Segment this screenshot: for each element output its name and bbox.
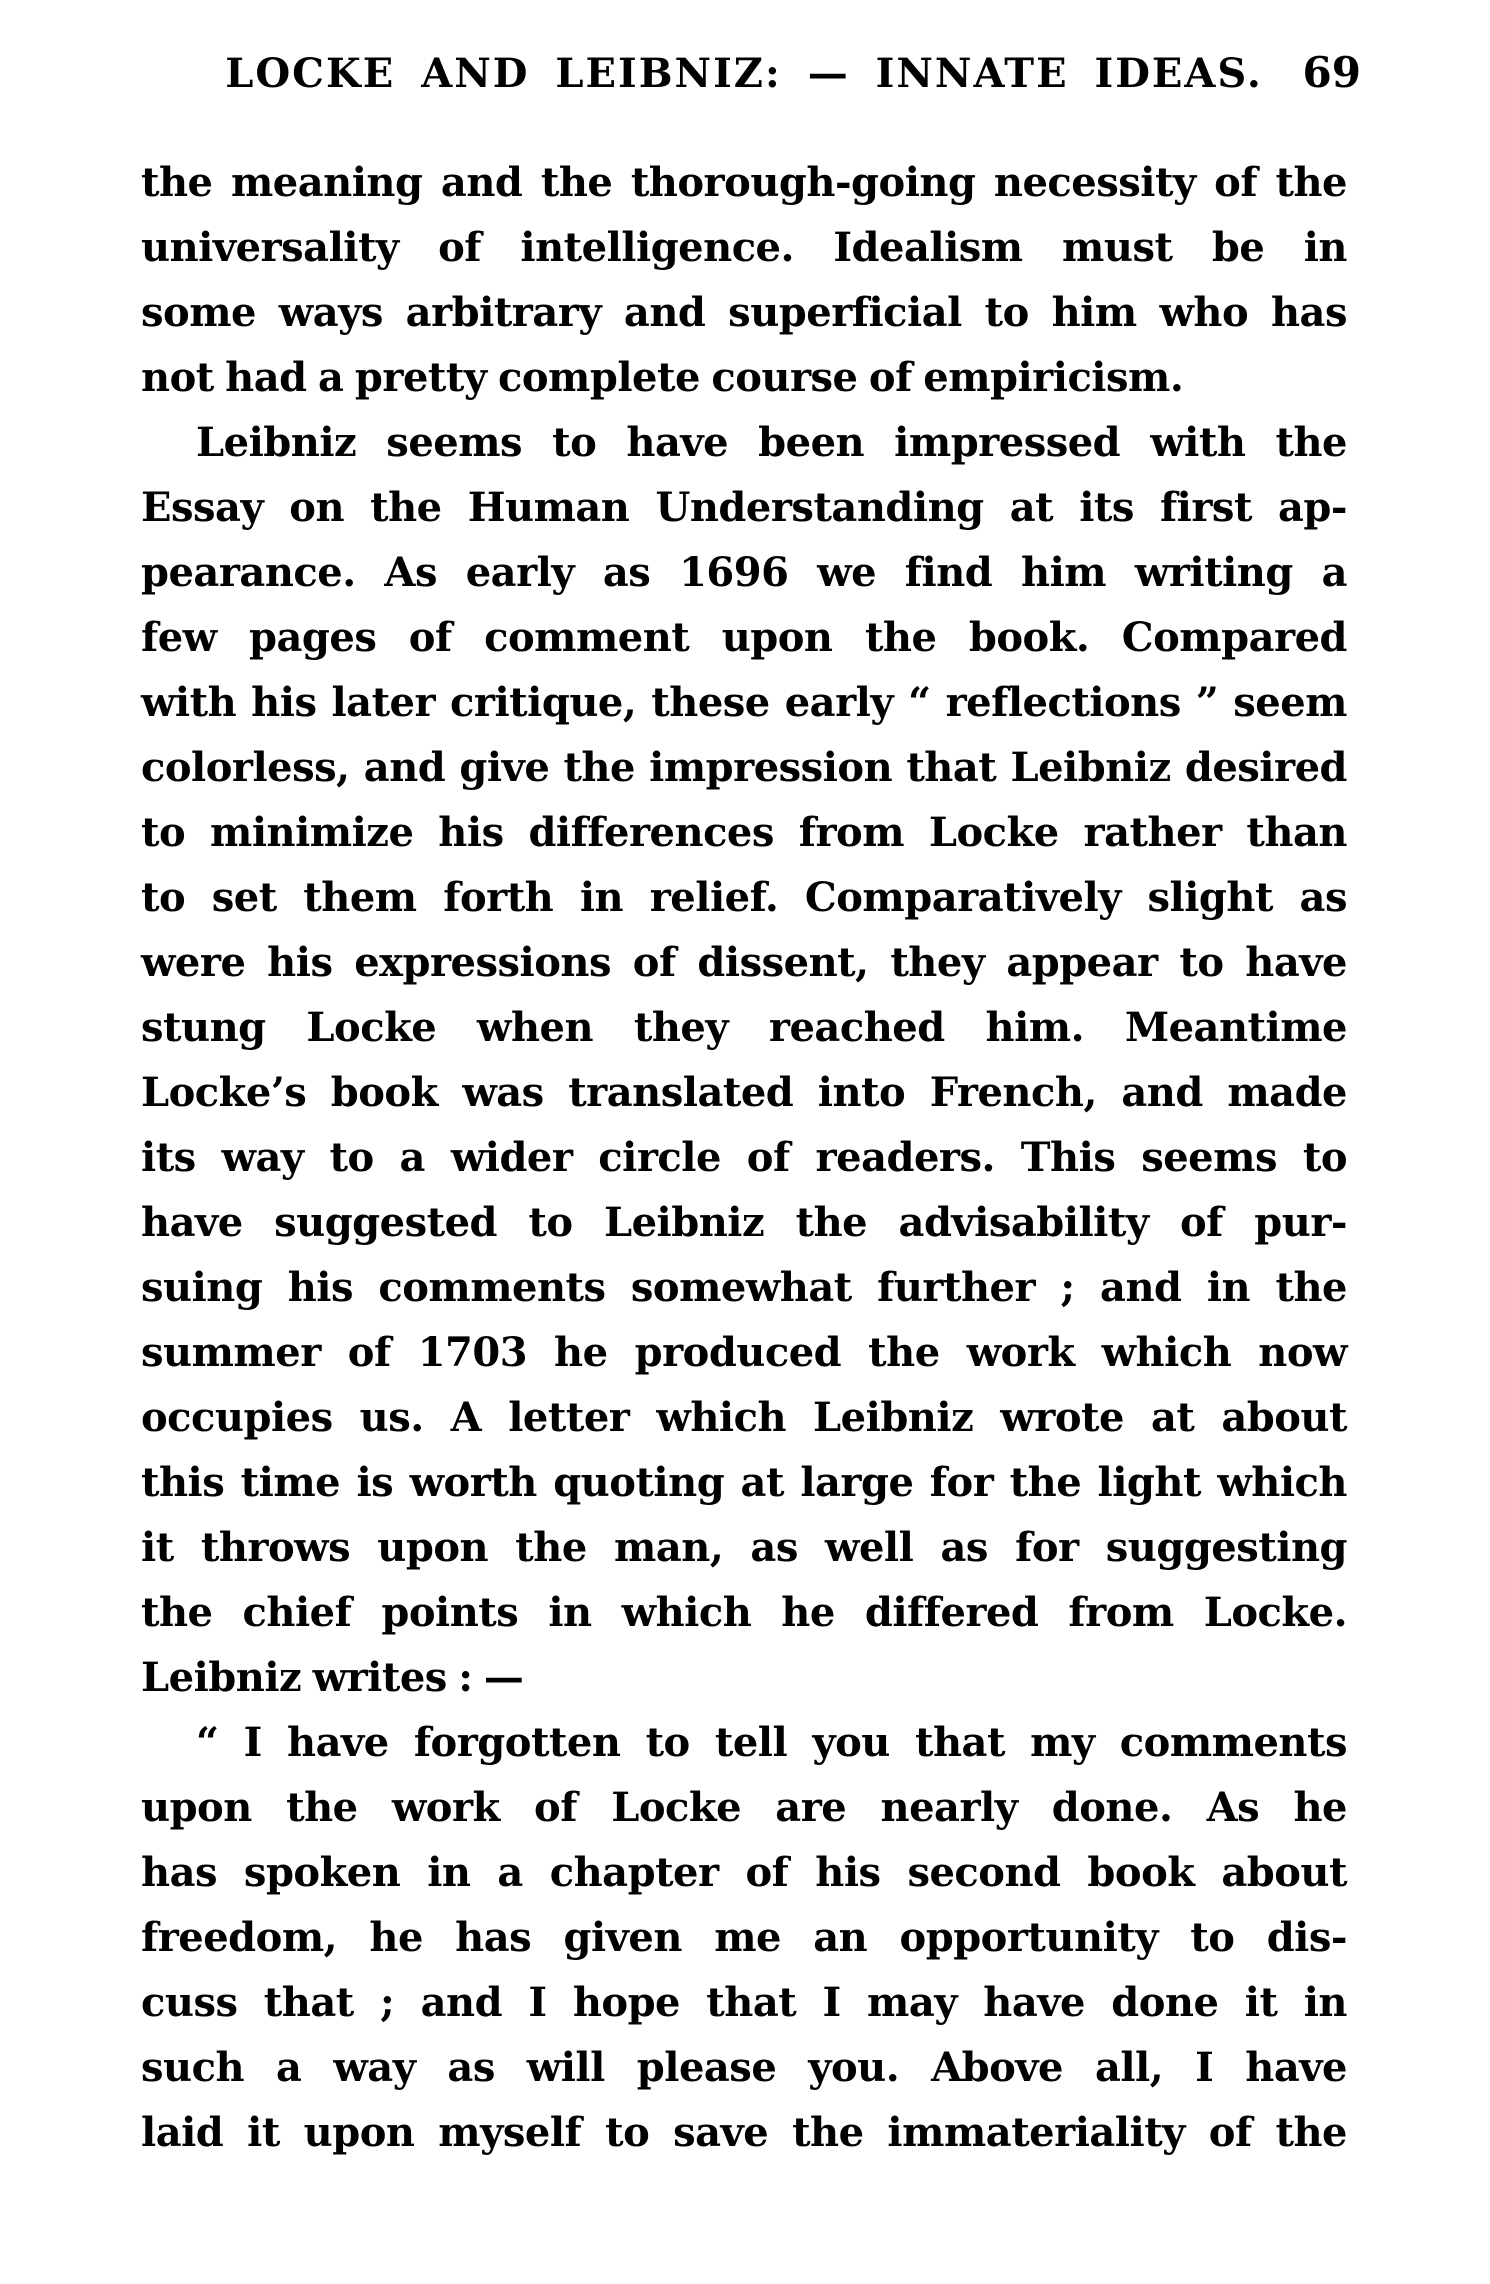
text-line: colorless, and give the impression that Leibniz desired [141,744,1347,791]
text-line: “ I have forgotten to tell you that my comments [196,1719,1347,1766]
text-line: pearance. As early as 1696 we find him writing a [141,549,1347,596]
text-line: some ways arbitrary and superficial to him who has [141,289,1347,336]
text-line: Leibniz seems to have been impressed with the [196,419,1347,466]
text-line: has spoken in a chapter of his second book about [141,1849,1347,1896]
text-line: it throws upon the man, as well as for suggesting [141,1524,1347,1571]
text-line: have suggested to Leibniz the advisability of pur- [141,1199,1347,1246]
text-line: freedom, he has given me an opportunity to dis- [141,1914,1347,1961]
text-line: with his later critique, these early “ reflections ” seem [141,679,1347,726]
text-line: Essay on the Human Understanding at its first ap- [141,484,1347,531]
text-line: stung Locke when they reached him. Meantime [141,1004,1347,1051]
text-line: laid it upon myself to save the immateriality of the [141,2109,1347,2156]
text-line: the meaning and the thorough-going necessity of the [141,159,1347,206]
text-line: its way to a wider circle of readers. This seems to [141,1134,1347,1181]
text-line: were his expressions of dissent, they appear to have [141,939,1347,986]
text-line: not had a pretty complete course of empiricism. [141,354,1184,401]
text-line: summer of 1703 he produced the work which now [141,1329,1347,1376]
page-header [141,48,1361,98]
text-line: to minimize his differences from Locke rather than [141,809,1347,856]
text-line: Leibniz writes : — [141,1654,524,1701]
text-line: this time is worth quoting at large for the light which [141,1459,1347,1506]
text-line: few pages of comment upon the book. Compared [141,614,1347,661]
text-line: upon the work of Locke are nearly done. As he [141,1784,1347,1831]
text-line: the chief points in which he differed from Locke. [141,1589,1347,1636]
running-title: LOCKE AND LEIBNIZ: — INNATE IDEAS. [225,50,1263,97]
text-line: occupies us. A letter which Leibniz wrote at about [141,1394,1347,1441]
text-line: to set them forth in relief. Comparatively slight as [141,874,1347,921]
text-line: universality of intelligence. Idealism must be in [141,224,1347,271]
text-line: suing his comments somewhat further ; and in the [141,1264,1347,1311]
text-line: such a way as will please you. Above all, I have [141,2044,1347,2091]
text-line: cuss that ; and I hope that I may have done it in [141,1979,1347,2026]
page-number: 69 [1302,48,1361,97]
text-line: Locke’s book was translated into French, and made [141,1069,1347,1116]
text-block [141,150,1347,2165]
